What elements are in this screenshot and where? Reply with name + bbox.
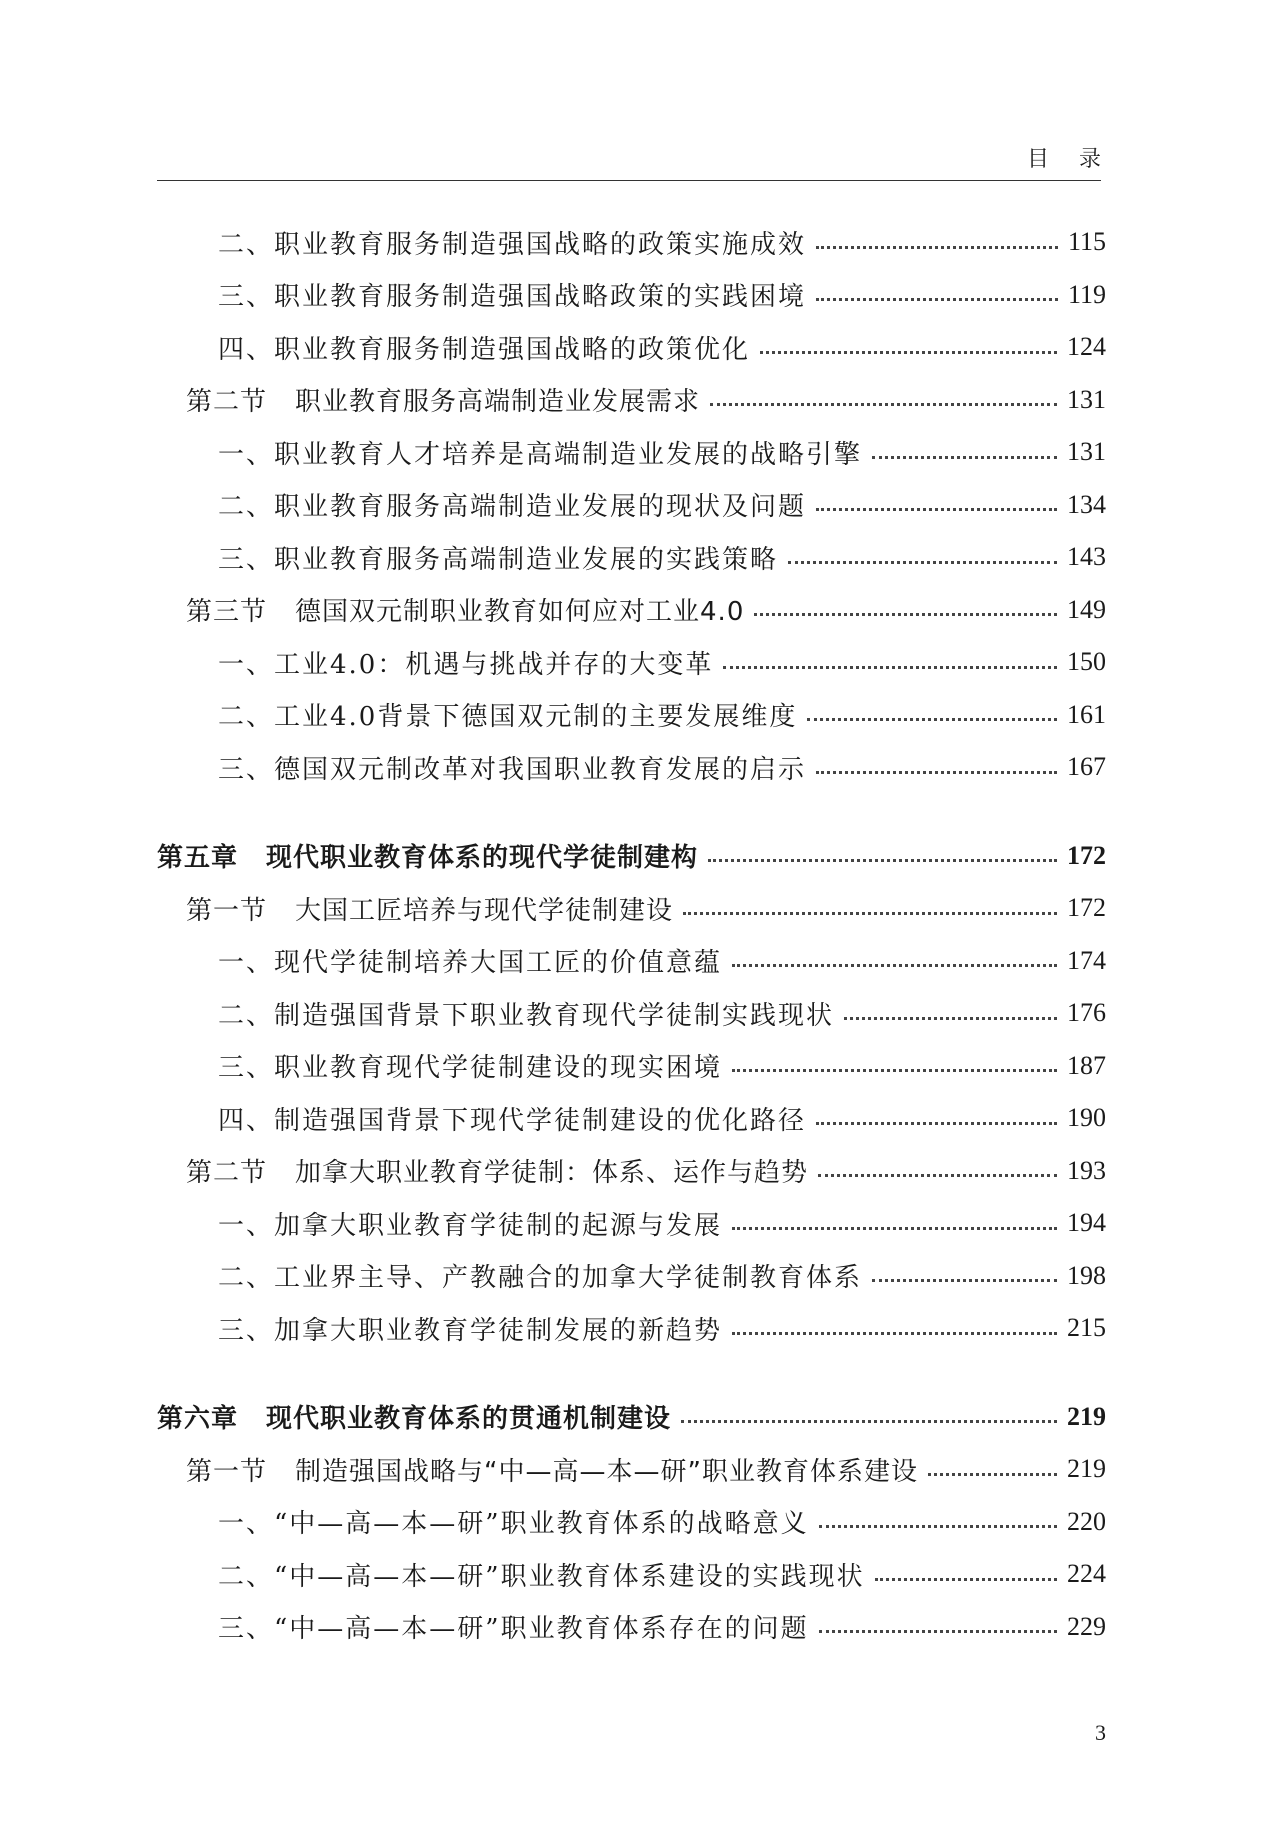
toc-entry-text: 德国双元制职业教育如何应对工业4.0 [295,597,745,627]
dot-leader [754,611,1057,616]
dot-leader [723,664,1057,669]
toc-entry-title [218,1608,809,1645]
toc-page-number: 131 [1067,437,1106,466]
toc-entry-text: 职业教育服务高端制造业发展需求 [295,387,701,417]
toc-page-number: 219 [1067,1401,1106,1431]
toc-entry-label: 第二节 [186,1158,268,1188]
dot-leader [872,454,1057,459]
toc-page-number: 119 [1067,279,1106,309]
toc-page-number: 115 [1067,227,1106,256]
toc-section[interactable] [186,590,1106,630]
toc-entry-title [218,1257,862,1294]
toc-item[interactable] [218,485,1106,525]
toc-section[interactable] [186,1449,1106,1489]
dot-leader [807,716,1057,721]
toc-page-number: 215 [1067,1313,1106,1342]
dot-leader [816,244,1058,249]
toc-entry-text: 一、“中—高—本—研”职业教育体系的战略意义 [218,1509,809,1539]
toc-entry-title [186,890,673,927]
toc-page-number: 193 [1067,1155,1106,1185]
toc-entry-text: 三、职业教育服务制造强国战略政策的实践困境 [218,282,807,312]
toc-entry-title [186,591,744,628]
toc-entry-text: 二、工业界主导、产教融合的加拿大学徒制教育体系 [218,1263,863,1293]
toc-entry-title [218,696,797,733]
toc-entry-title [218,434,862,471]
toc-page-number: 176 [1067,998,1106,1027]
toc-entry-text: 一、加拿大职业教育学徒制的起源与发展 [218,1210,723,1241]
toc-item[interactable] [218,1203,1106,1243]
toc-entry-text: 制造强国战略与“中—高—本—研”职业教育体系建设 [295,1456,918,1487]
toc-item[interactable] [218,1098,1106,1138]
toc-entry-text: 四、职业教育服务制造强国战略的政策优化 [218,334,751,365]
dot-leader [710,401,1057,406]
toc-entry-title [218,486,806,523]
toc-page-number: 229 [1067,1611,1106,1641]
toc-entry-title [218,1503,809,1540]
toc-entry-text: 三、加拿大职业教育学徒制发展的新趋势 [218,1315,723,1346]
dot-leader [681,1418,1057,1423]
dot-leader [816,1120,1057,1125]
toc-page-number: 198 [1067,1260,1106,1290]
toc-item[interactable] [218,993,1106,1033]
toc-item[interactable] [218,432,1106,472]
toc-entry-title [218,329,750,366]
toc-entry-label: 第一节 [186,895,268,926]
toc-page-number: 167 [1067,752,1106,781]
toc-entry-text: 二、工业4.0背景下德国双元制的主要发展维度 [218,702,798,732]
running-header [157,136,1131,181]
toc-entry-text: 二、“中—高—本—研”职业教育体系建设的实践现状 [218,1561,865,1592]
toc-entry-text: 大国工匠培养与现代学徒制建设 [295,895,674,926]
toc-page-number: 172 [1067,840,1106,870]
toc-entry-text: 加拿大职业教育学徒制：体系、运作与趋势 [295,1158,809,1188]
toc-item[interactable] [218,327,1106,367]
toc-entry-label: 第一节 [186,1456,268,1487]
toc-page-number: 187 [1067,1050,1106,1080]
toc-entry-text: 三、德国双元制改革对我国职业教育发展的启示 [218,754,807,785]
toc-entry-text: 二、职业教育服务制造强国战略的政策实施成效 [218,229,807,260]
toc-entry-title [218,1310,722,1347]
toc-entry-title [157,837,698,874]
toc-entry-text: 二、职业教育服务高端制造业发展的现状及问题 [218,492,807,522]
toc-entry-title [218,942,722,979]
toc-entry-title [186,1451,918,1488]
dot-leader [683,910,1057,915]
toc-item[interactable] [218,1607,1106,1647]
toc-entry-label: 第六章 [157,1404,239,1434]
toc-item[interactable] [218,222,1106,262]
toc-item[interactable] [218,537,1106,577]
dot-leader [816,506,1057,511]
toc-entry-text: 三、职业教育服务高端制造业发展的实践策略 [218,544,779,575]
toc-entry-text: 一、工业4.0：机遇与挑战并存的大变革 [218,649,714,680]
page-number: 3 [1095,1720,1106,1745]
dot-leader [732,1330,1057,1335]
toc-entry-text: 一、现代学徒制培养大国工匠的价值意蕴 [218,948,723,978]
toc-entry-title [218,1556,865,1593]
toc-item[interactable] [218,1308,1106,1348]
toc-page-number: 194 [1067,1208,1106,1237]
toc-chapter[interactable] [157,836,1106,876]
toc-entry-title [218,995,834,1032]
toc-item[interactable] [218,941,1106,981]
toc-entry-text: 现代职业教育体系的贯通机制建设 [266,1404,672,1434]
toc-entry-title [218,224,806,261]
toc-item[interactable] [218,1554,1106,1594]
toc-page-number: 131 [1067,384,1106,414]
toc-page-number: 172 [1067,893,1106,922]
toc-entry-text: 四、制造强国背景下现代学徒制建设的优化路径 [218,1105,807,1136]
toc-page-number: 220 [1067,1506,1106,1536]
toc-entry-title [186,381,700,418]
dot-leader [844,1015,1057,1020]
toc-item[interactable] [218,1256,1106,1296]
dot-leader [872,1277,1057,1282]
dot-leader [816,296,1058,301]
dot-leader [819,1523,1057,1528]
toc-entry-title [218,1100,806,1137]
toc-entry-title [218,1205,722,1242]
dot-leader [732,1067,1057,1072]
toc-page-number: 224 [1067,1559,1106,1588]
toc-entry-title [218,539,778,576]
toc-entry-label: 第五章 [157,843,239,873]
toc-entry-text: 二、制造强国背景下职业教育现代学徒制实践现状 [218,1000,835,1031]
toc-item[interactable] [218,695,1106,735]
header-title: 目录 [1026,147,1131,172]
toc-entry-title [186,1152,808,1189]
toc-entry-title [218,1047,722,1084]
dot-leader [819,1628,1057,1633]
toc-entry-title [218,749,806,786]
toc-page-number: 150 [1067,647,1106,676]
toc-item[interactable] [218,747,1106,787]
toc-entry-text: 三、“中—高—本—研”职业教育体系存在的问题 [218,1614,809,1644]
toc-page-number: 124 [1067,332,1106,361]
dot-leader [732,1225,1057,1230]
dot-leader [732,962,1057,967]
toc-entry-title [218,276,806,313]
toc-entry-text: 三、职业教育现代学徒制建设的现实困境 [218,1053,723,1083]
toc-page-number: 134 [1067,489,1106,519]
toc-page-number: 174 [1067,945,1106,975]
toc-entry-text: 一、职业教育人才培养是高端制造业发展的战略引擎 [218,439,863,470]
dot-leader [875,1576,1057,1581]
toc-entry-text: 现代职业教育体系的现代学徒制建构 [266,843,699,873]
toc-page-number: 190 [1067,1103,1106,1132]
toc-item[interactable] [218,275,1106,315]
dot-leader [818,1172,1057,1177]
toc-item[interactable] [218,642,1106,682]
dot-leader [928,1471,1057,1476]
toc-page-number: 219 [1067,1454,1106,1483]
toc-entry-label: 第二节 [186,387,268,417]
toc-entry-label: 第三节 [186,597,268,627]
dot-leader [788,559,1057,564]
toc-item[interactable] [218,1046,1106,1086]
dot-leader [816,769,1057,774]
toc-section[interactable] [186,1151,1106,1191]
toc-entry-title [157,1398,671,1435]
toc-page-number: 161 [1067,699,1106,729]
toc-page-number: 143 [1067,542,1106,571]
dot-leader [708,857,1057,862]
toc-entry-title [218,644,713,681]
dot-leader [760,349,1057,354]
toc-page-number: 149 [1067,594,1106,624]
toc-section[interactable] [186,888,1106,928]
toc-chapter[interactable] [157,1397,1106,1437]
toc-item[interactable] [218,1502,1106,1542]
toc-section[interactable] [186,380,1106,420]
